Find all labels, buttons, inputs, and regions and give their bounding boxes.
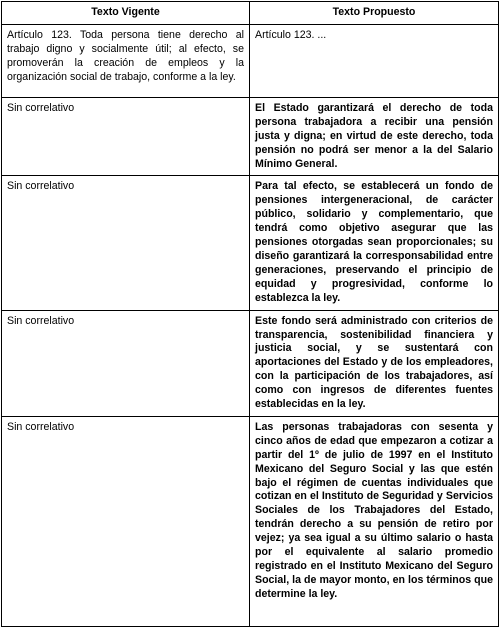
cell-propuesto: Las personas trabajadoras con sesenta y cinco años de edad que empezaron a cotizar a partir del 1º de julio de 1997 en el Instituto Mexicano del Seguro Social y las que estén bajo el régimen de cuentas individuales que cotizan en el Instituto de Seguridad y Servicios Sociales de los Trabajadores del Estado, tendrán derecho a su pensión de retiro por vejez; ya sea igual a su último salario o hasta por el equivalente al salario promedio registrado en el Instituto Mexicano del Seguro Social, la de mayor monto, en los términos que determine la ley. — [250, 416, 499, 626]
cell-vigente: Artículo 123. Toda persona tiene derecho al trabajo digno y socialmente útil; al efecto, se promoverán la creación de empleos y la organización social de trabajo, conforme a la ley. — [2, 24, 250, 97]
header-texto-propuesto: Texto Propuesto — [250, 2, 499, 25]
table-row — [2, 24, 499, 97]
cell-vigente: Sin correlativo — [2, 310, 250, 416]
cell-propuesto: Este fondo será administrado con criterios de transparencia, sostenibilidad financiera y justicia social, y se sustentará con aportaciones del Estado y de los empleadores, con la participación de los trabajadores, así como con ingresos de diferentes fuentes establecidas en la ley. — [250, 310, 499, 416]
cell-propuesto: El Estado garantizará el derecho de toda persona trabajadora a recibir una pensión justa y digna; en virtud de este derecho, toda pensión no podrá ser menor a la del Salario Mínimo General. — [250, 97, 499, 176]
table-row — [2, 176, 499, 310]
cell-propuesto: Para tal efecto, se establecerá un fondo de pensiones intergeneracional, de carácter público, solidario y complementario, que tendrá como objetivo asegurar que las pensiones otorgadas sean proporcionales; su diseño garantizará la corresponsabilidad entre generaciones, preservando el principio de equidad y progresividad, conforme lo establezca la ley. — [250, 176, 499, 310]
table-row — [2, 310, 499, 416]
cell-vigente: Sin correlativo — [2, 176, 250, 310]
header-row — [2, 2, 499, 25]
cell-vigente: Sin correlativo — [2, 97, 250, 176]
table-row — [2, 97, 499, 176]
header-texto-vigente: Texto Vigente — [2, 2, 250, 25]
cell-propuesto: Artículo 123. ... — [250, 24, 499, 97]
comparison-table — [1, 1, 499, 627]
table-row — [2, 416, 499, 626]
cell-vigente: Sin correlativo — [2, 416, 250, 626]
